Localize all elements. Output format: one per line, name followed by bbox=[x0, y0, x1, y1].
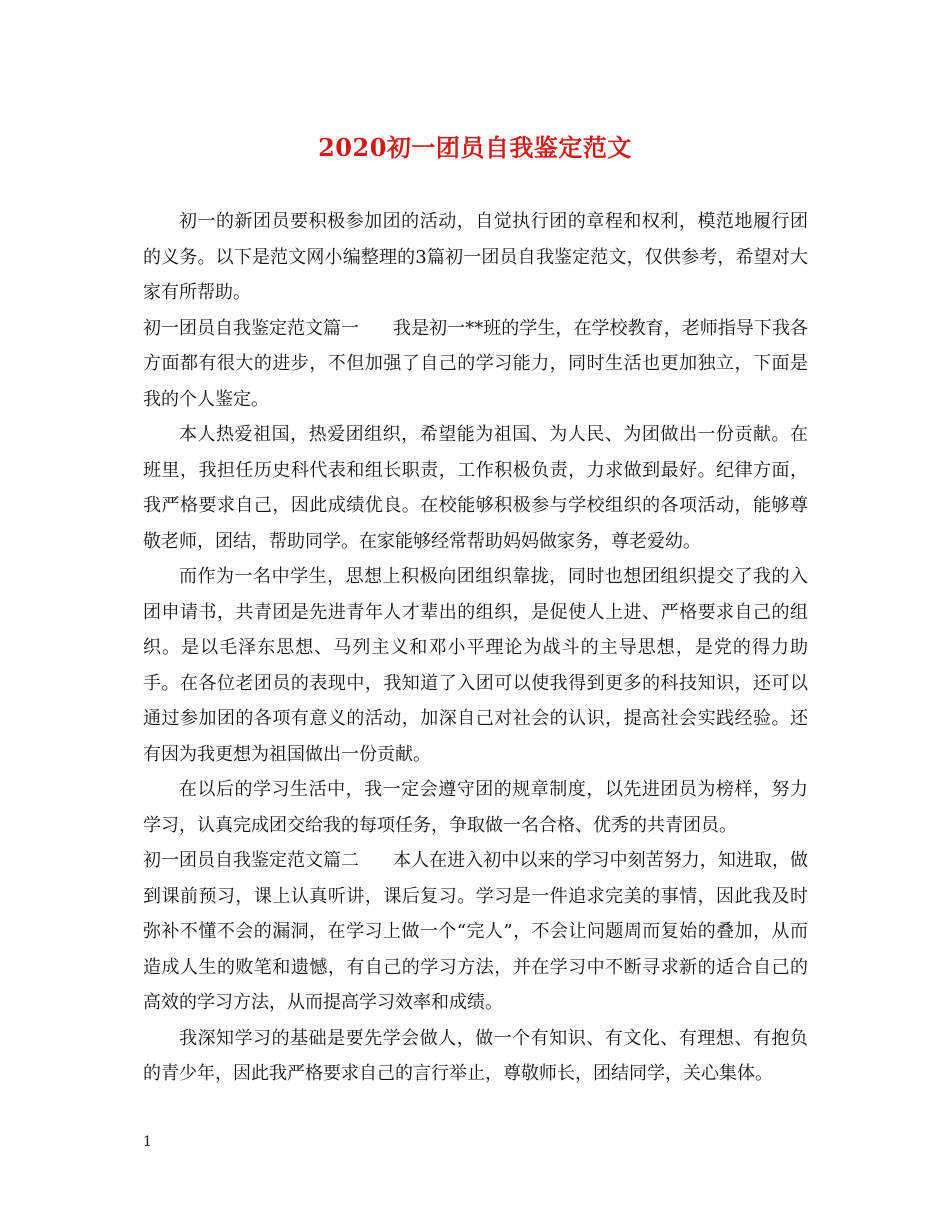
paragraph-future-commitment: 在以后的学习生活中，我一定会遵守团的规章制度，以先进团员为榜样，努力学习，认真完成团交给我的每项任务，争取做一名合格、优秀的共青团员。 bbox=[143, 779, 808, 836]
intro-paragraph: 初一的新团员要积极参加团的活动，自觉执行团的章程和权利，模范地履行团的义务。以下是范文网小编整理的3篇初一团员自我鉴定范文，仅供参考，希望对大家有所帮助。 bbox=[143, 211, 808, 303]
section-one-text: 我是初一**班的学生，在学校教育，老师指导下我各方面都有很大的进步，不但加强了自己的学习能力，同时生活也更加独立，下面是我的个人鉴定。 bbox=[143, 317, 808, 410]
paragraph-learning-foundation: 我深知学习的基础是要先学会做人，做一个有知识、有文化、有理想、有抱负的青少年，因此我严格要求自己的言行举止，尊敬师长，团结同学，关心集体。 bbox=[143, 1027, 808, 1084]
section-two-text: 本人在进入初中以来的学习中刻苦努力，知进取，做到课前预习，课上认真听讲，课后复习。学习是一件追求完美的事情，因此我及时弥补不懂不会的漏洞，在学习上做一个“完人”，不会让问题周而复始的叠加，从而造成人生的败笔和遗憾，有自己的学习方法，并在学习中不断寻求新的适合自己的高效的学习方法，从而提高学习效率和成绩。 bbox=[143, 850, 808, 1013]
section-two-heading: 初一团员自我鉴定范文篇二 bbox=[143, 850, 359, 871]
section-two-paragraph bbox=[143, 843, 808, 1021]
paragraph-patriotism: 本人热爱祖国，热爱团组织，希望能为祖国、为人民、为团做出一份贡献。在班里，我担任历史科代表和组长职责，工作积极负责，力求做到最好。纪律方面，我严格要求自己，因此成绩优良。在校能够积极参与学校组织的各项活动，能够尊敬老师，团结，帮助同学。在家能够经常帮助妈妈做家务，尊老爱幼。 bbox=[143, 424, 808, 552]
document-body bbox=[143, 204, 808, 1092]
section-one-paragraph bbox=[143, 311, 808, 418]
page-number: 1 bbox=[143, 1134, 152, 1150]
paragraph-league-application: 而作为一名中学生，思想上积极向团组织靠拢，同时也想团组织提交了我的入团申请书，共青团是先进青年人才辈出的组织，是促使人上进、严格要求自己的组织。是以毛泽东思想、马列主义和邓小平理论为战斗的主导思想，是党的得力助手。在各位老团员的表现中，我知道了入团可以使我得到更多的科技知识，还可以通过参加团的各项有意义的活动，加深自己对社会的认识，提高社会实践经验。还有因为我更想为祖国做出一份贡献。 bbox=[143, 566, 808, 765]
document-title: 2020初一团员自我鉴定范文 bbox=[318, 133, 632, 162]
section-one-heading: 初一团员自我鉴定范文篇一 bbox=[143, 317, 359, 339]
